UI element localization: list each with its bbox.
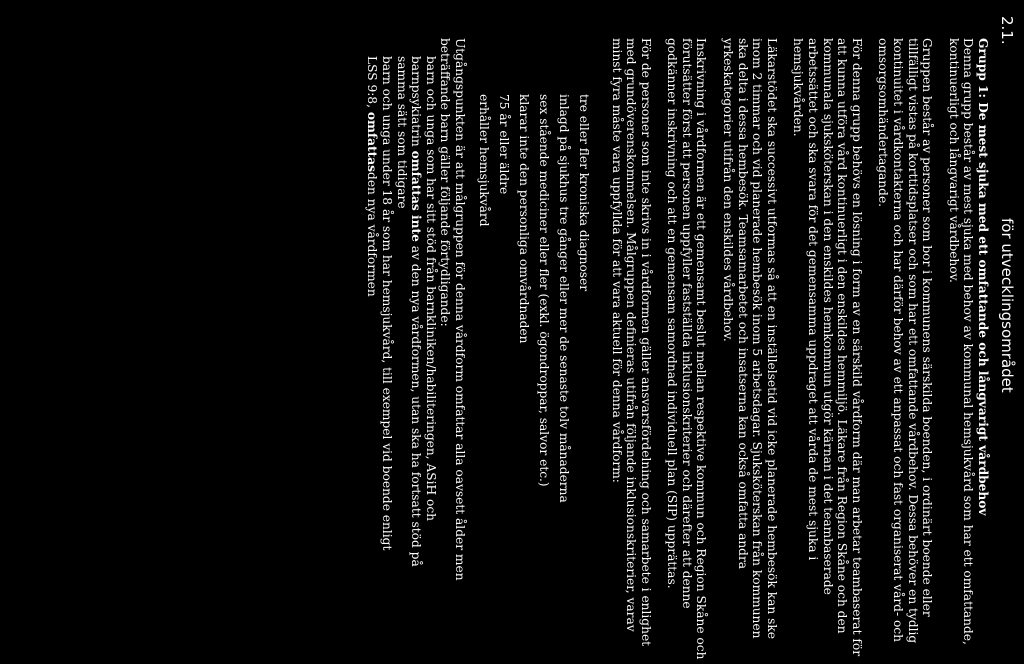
text-line	[409, 38, 424, 660]
text-line: Utgångspunkten är att målgruppen för denna vårdform omfattar alla oavsett ålder men	[452, 38, 467, 581]
paragraph-text: För de personer som inte skrivs in i vårdformen gäller ansvarsfördelning och samarbete i enlighet med grundöverenskommelsen. Målgruppen definieras utifrån följande inklusionskriterier, varav minst fyra måste vara uppfyllda för att vara aktuell för denna vårdform:	[609, 38, 653, 647]
text-run: den nya vårdformen	[365, 172, 380, 297]
paragraph-inclusion-criteria	[609, 38, 653, 660]
group-intro-text: Denna grupp består av mest sjuka med behov av kommunal hemsjukvård som har ett omfattande, kontinuerligt och långvarigt vårdbehov.	[946, 38, 976, 645]
paragraph-enrollment	[665, 38, 709, 660]
emphasis-text: omfattas	[365, 111, 380, 173]
paragraph-text: Gruppen består av personer som bor i kommunens särskilda boenden, i ordinärt boende eller tillfälligt vistas på korttidsplatser och som har ett omfattande vårdbehov. Dessa behöver en tydlig kontinuitet i vårdkontakterna och har därför behov av ett anpassat och fast organiserat vård- och omsorgsomhändertagande.	[876, 38, 935, 644]
list-item: tre eller fler kroniska diagnoser	[576, 94, 591, 292]
list-item: erhåller hemsjukvård	[476, 94, 491, 227]
paragraph-physician-support	[721, 38, 779, 660]
children-clarification	[365, 38, 467, 660]
emphasis-text: omfattas inte	[409, 150, 424, 242]
criteria-list	[477, 94, 591, 660]
group-intro	[946, 38, 990, 660]
list-item: inlagd på sjukhus tre gånger eller mer de senaste tolv månaderna	[556, 94, 571, 503]
paragraph-text: För denna grupp behövs en lösning i form av en särskild vårdform där man arbetar teambaserat för att kunna utföra vård kontinuerligt i den enskildes hemmiljö. Läkare från Region Skåne och den kommunala sjuksköterskan i den enskildes hemkommun utgör kärnan i det teambaserade arbetssättet och ska svara för det gemensamma uppdraget att vårda de mest sjuka i hemsjukvården.	[791, 38, 864, 657]
paragraph-population	[876, 38, 934, 660]
text-line: beträffande barn gäller följande förtydligande:	[438, 38, 453, 327]
paragraph-text: Inskrivning i vårdformen är ett gemensamt beslut mellan respektive kommun och Region Skåne och förutsätter först att personen uppfyller fastställda inklusionskriterier och därefter att denne godkänner inskrivning och att en gemensam samordnad individuell plan (SIP) upprättas.	[665, 38, 709, 660]
text-run: av den nya vårdformen, utan ska ha fortsatt stöd på	[409, 241, 424, 567]
paragraph-team	[791, 38, 864, 660]
paragraph-text: Läkarstödet ska successivt utformas så att en inställelsetid vid icke planerade hembesök kan ske inom 2 timmar och vid planerade hembesök inom 5 arbetsdagar. Sjuksköterskan från kommunen ska delta i dessa hembesök. Teamsamarbetet och insatserna kan också omfatta andra yrkeskategorier utifrån den enskildes vårdbehov.	[721, 38, 779, 639]
text-line: barn och unga under 18 år som har hemsjukvård, till exempel vid boende enligt	[379, 56, 394, 551]
list-item: 75 år eller äldre	[496, 94, 511, 195]
list-item: sex stående mediciner eller fler (exkl. ögondroppar, salvor etc.)	[536, 94, 551, 487]
text-line	[365, 38, 380, 660]
group-heading: Grupp 1: De mest sjuka med ett omfattande och långvarigt vårdbehov	[976, 38, 990, 516]
text-line: barn och unga som har sitt stöd från barnkliniken/habiliteringen, ASiH och	[423, 56, 438, 521]
text-run: LSS 9:8,	[365, 56, 380, 112]
text-line: samma sätt som tidigare	[394, 56, 409, 209]
text-run: barnpsykiatrin	[409, 56, 424, 151]
list-item: klarar inte den personliga omvårdnaden	[516, 94, 531, 344]
section-header	[994, 8, 1016, 660]
section-title: för utvecklingsområdet	[998, 218, 1016, 393]
section-number: 2.1.	[998, 16, 1016, 45]
